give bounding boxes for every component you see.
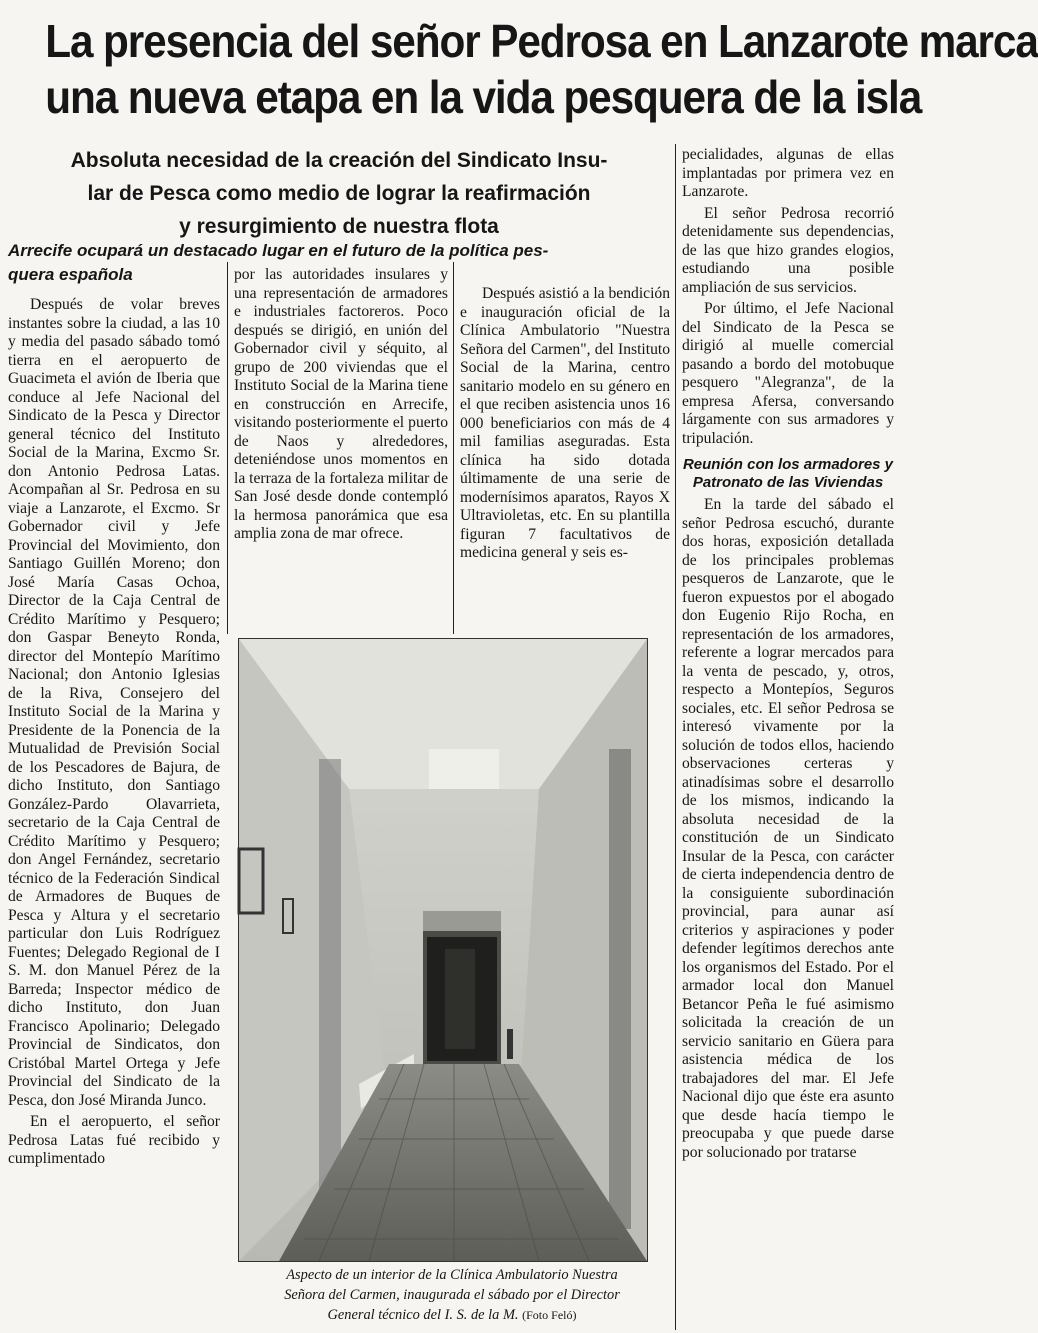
caption-line-3-text: General técnico del I. S. de la M.: [327, 1307, 519, 1323]
kicker-line-1: Arrecife ocupará un destacado lugar en el futuro de la política pes-: [8, 241, 549, 260]
subheadline-line-3: y resurgimiento de nuestra flota: [179, 215, 499, 238]
photo-caption: [232, 1265, 672, 1325]
subheadline-line-2: lar de Pesca como medio de lograr la reafirmación: [87, 182, 591, 205]
column-rule: [675, 144, 676, 1330]
article-column-3: [460, 285, 670, 634]
column-rule: [227, 262, 228, 634]
paragraph: En la tarde del sábado el señor Pedrosa escuchó, durante dos horas, exposición detallada de los principales problemas pesqueros de Lanzarote, que le fueron expuestos por el abogado don Eugenio Rijo Rocha, en representación de los armadores, referente a lograr mercados para la venta de pescado, y, otros, respecto a Montepíos, Seguros sociales, etc. El señor Pedrosa se interesó vivamente por la solución de todos ellos, haciendo observaciones certeras y atinadísimas sobre el desarrollo de los mismos, indicando la absoluta necesidad de la constitución de un Sindicato Insular de la Pesca, con carácter de cierta independencia dentro de la consiguiente subordinación provincial, para aunar así criterios y aspiraciones y poder defender legítimos derechos ante los organismos del Estado. Por el armador local don Manuel Betancor Peña le fué asimismo solicitada la creación de un servicio sanitario en Güera para asistencia médica de los trabajadores del mar. El Jefe Nacional dijo que éste era asunto que desde hacía tiempo le preocupaba y que puede darse por solucionado por tratarse: [682, 496, 894, 1161]
subheadline-line-1: Absoluta necesidad de la creación del Sindicato Insu-: [70, 149, 608, 172]
caption-line-1: Aspecto de un interior de la Clínica Ambulatorio Nuestra: [286, 1267, 618, 1283]
headline-line-1: La presencia del señor Pedrosa en Lanzarote marca: [45, 15, 1038, 67]
article-column-4: [682, 146, 894, 1330]
paragraph: En el aeropuerto, el señor Pedrosa Latas fué recibido y cumplimentado: [8, 1113, 220, 1167]
clinic-interior-photo: [238, 638, 648, 1262]
photo-credit: (Foto Feló): [522, 1308, 577, 1322]
subheadline: [5, 144, 673, 243]
paragraph: pecialidades, algunas de ellas implantadas por primera vez en Lanzarote.: [682, 146, 894, 200]
article-column-1: [8, 296, 220, 1330]
paragraph: por las autoridades insulares y una representación de armadores e industriales factoreros. Poco después se dirigió, en unión del Gobernador civil y séquito, al grupo de 200 viviendas que el Instituto Social de la Marina tiene en construcción en Arrecife, visitando posteriormente el puerto de Naos y alrededores, deteniéndose unos momentos en la terraza de la fortaleza militar de San José desde donde contempló la hermosa panorámica que esa amplia zona de mar ofrece.: [234, 266, 448, 542]
paragraph: Por último, el Jefe Nacional del Sindicato de la Pesca se dirigió al muelle comercial pasando a bordo del motobuque pesquero "Alegranza", de la empresa Afersa, conversando lárgamente con sus armadores y tripulación.: [682, 300, 894, 447]
paragraph: Después de volar breves instantes sobre la ciudad, a las 10 y media del pasado sábado tomó tierra en el aeropuerto de Guacimeta el avión de Iberia que conduce al Jefe Nacional del Sindicato de la Pesca y Director general técnico del Instituto Social de la Marina, Excmo Sr. don Antonio Pedrosa Latas. Acompañan al Sr. Pedrosa en su viaje a Lanzarote, el Excmo. Sr Gobernador civil y Jefe Provincial del Movimiento, don Santiago Guillén Moreno; don José María Casas Ochoa, Director de la Caja Central de Crédito Marítimo y Pesquero; don Gaspar Beneyto Ronda, director del Montepío Marítimo Nacional; don Antonio Iglesias de la Riva, Consejero del Instituto Social de la Marina y Presidente de la Ponencia de la Mutualidad de Previsión Social de los Pescadores de Bajura, de dicho Instituto, don Santiago González-Pardo Olavarrieta, secretario de la Caja Central de Crédito Marítimo y Pesquero; don Angel Fernández, secretario técnico de la Federación Sindical de Armadores de Buques de Pesca y Altura y el secretario particular don Luis Rodríguez Fuentes; Delegado Regional de I S. M. don Manuel Pérez de la Barreda; Inspector médico de dicho Instituto, don Juan Francisco Apolinario; Delegado Provincial de Sindicatos, don Cristóbal Martel Ortega y Jefe Provincial del Sindicato de la Pesca, don José Miranda Junco.: [8, 296, 220, 1109]
caption-line-3: [232, 1305, 672, 1325]
kicker-line-2: quera española: [8, 265, 133, 284]
paragraph: Después asistió a la bendición e inauguración oficial de la Clínica Ambulatorio "Nuestra Señora del Carmen", del Instituto Social de la Marina, centro sanitario modelo en su género en el que reciben asistencia unos 16 000 beneficiarios con más de 4 mil familias aseguradas. Esta clínica ha sido dotada últimamente de una serie de modernísimos aparatos, Rayos X Ultravioletas, etc. En su plantilla figuran 7 facultativos de medicina general y seis es-: [460, 285, 670, 561]
caption-line-2: Señora del Carmen, inaugurada el sábado por el Director: [284, 1287, 620, 1303]
corridor-photo-image: [239, 639, 647, 1261]
headline-line-2: una nueva etapa en la vida pesquera de la isla: [45, 71, 922, 123]
article-column-2: [234, 266, 448, 634]
section-subhead: Reunión con los armadores y Patronato de las Viviendas: [682, 456, 894, 491]
column-rule: [453, 262, 454, 634]
paragraph: El señor Pedrosa recorrió detenidamente sus dependencias, de las que hizo grandes elogios, estudiando una posible ampliación de sus servicios.: [682, 204, 894, 296]
